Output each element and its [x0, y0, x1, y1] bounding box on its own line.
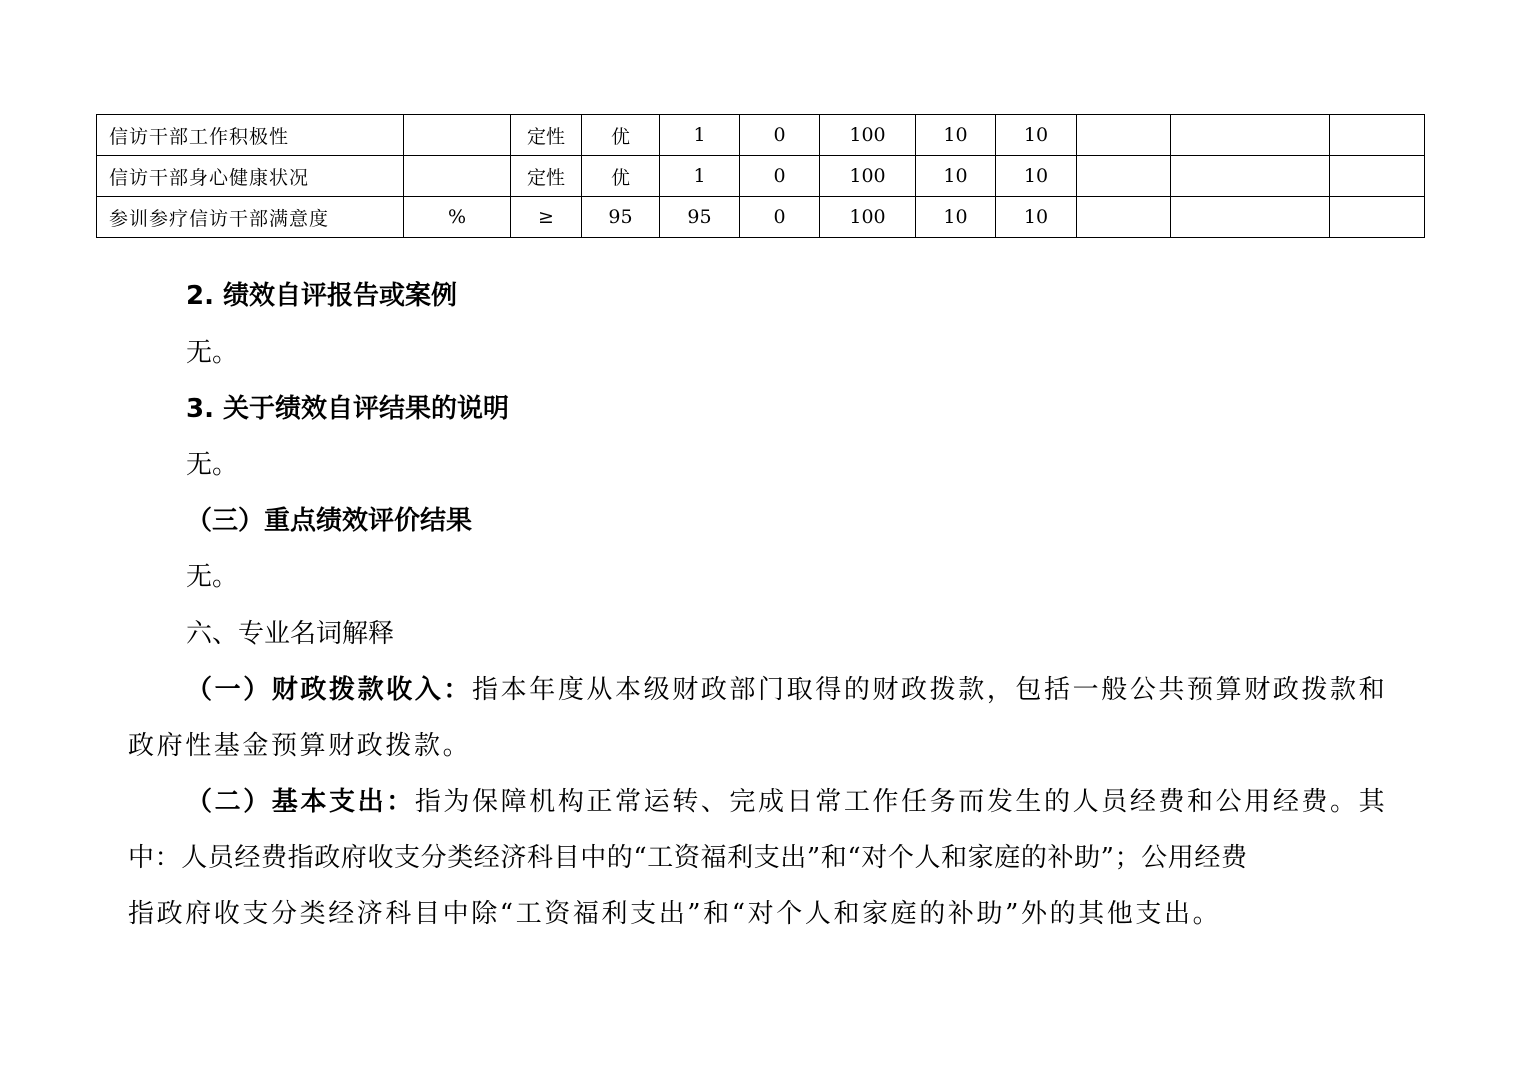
section-heading-glossary: 六、专业名词解释 [186, 619, 395, 649]
target-cell: 优 [582, 156, 660, 197]
completion-cell: 100 [820, 197, 916, 238]
indicator-name-cell: 信访干部身心健康状况 [97, 156, 404, 197]
empty-cell [1077, 156, 1171, 197]
performance-indicator-table [96, 114, 1425, 238]
section-body-key-evaluation: 无。 [186, 562, 239, 592]
table-row [97, 156, 1425, 197]
deviation-cell: 0 [740, 197, 820, 238]
section-heading-evaluation-notes: 3. 关于绩效自评结果的说明 [186, 394, 510, 424]
section-body-evaluation-notes: 无。 [186, 450, 239, 480]
empty-cell [1171, 156, 1330, 197]
actual-cell: 95 [660, 197, 740, 238]
score-cell: 10 [996, 115, 1077, 156]
completion-cell: 100 [820, 115, 916, 156]
term-label: （一）财政拨款收入： [186, 675, 473, 705]
empty-cell [1171, 115, 1330, 156]
glossary-term-continuation: 政府性基金预算财政拨款。 [128, 731, 472, 761]
empty-cell [1171, 197, 1330, 238]
glossary-term-continuation: 中：人员经费指政府收支分类经济科目中的“工资福利支出”和“对个人和家庭的补助”；公用经费 [128, 843, 1248, 873]
section-heading-self-evaluation-report: 2. 绩效自评报告或案例 [186, 281, 458, 311]
operator-cell: 定性 [511, 115, 582, 156]
operator-cell: ≥ [511, 197, 582, 238]
term-definition: 指为保障机构正常运转、完成日常工作任务而发生的人员经费和公用经费。其 [414, 787, 1388, 817]
unit-cell: % [404, 197, 511, 238]
empty-cell [1330, 115, 1425, 156]
actual-cell: 1 [660, 115, 740, 156]
target-cell: 95 [582, 197, 660, 238]
empty-cell [1330, 156, 1425, 197]
weight-cell: 10 [916, 156, 996, 197]
glossary-term-basic-expenditure [186, 785, 1387, 819]
empty-cell [1077, 197, 1171, 238]
score-cell: 10 [996, 197, 1077, 238]
glossary-term-continuation: 指政府收支分类经济科目中除“工资福利支出”和“对个人和家庭的补助”外的其他支出。 [128, 899, 1222, 929]
indicator-name-cell: 信访干部工作积极性 [97, 115, 404, 156]
table-row [97, 115, 1425, 156]
completion-cell: 100 [820, 156, 916, 197]
weight-cell: 10 [916, 197, 996, 238]
empty-cell [1077, 115, 1171, 156]
target-cell: 优 [582, 115, 660, 156]
deviation-cell: 0 [740, 115, 820, 156]
score-cell: 10 [996, 156, 1077, 197]
section-heading-key-evaluation: （三）重点绩效评价结果 [186, 506, 473, 536]
table-row [97, 197, 1425, 238]
glossary-term-fiscal-appropriation [186, 673, 1387, 707]
section-body-self-evaluation-report: 无。 [186, 338, 239, 368]
unit-cell [404, 156, 511, 197]
indicator-name-cell: 参训参疗信访干部满意度 [97, 197, 404, 238]
operator-cell: 定性 [511, 156, 582, 197]
weight-cell: 10 [916, 115, 996, 156]
actual-cell: 1 [660, 156, 740, 197]
empty-cell [1330, 197, 1425, 238]
unit-cell [404, 115, 511, 156]
term-definition: 指本年度从本级财政部门取得的财政拨款，包括一般公共预算财政拨款和 [472, 675, 1388, 705]
deviation-cell: 0 [740, 156, 820, 197]
term-label: （二）基本支出： [186, 787, 415, 817]
